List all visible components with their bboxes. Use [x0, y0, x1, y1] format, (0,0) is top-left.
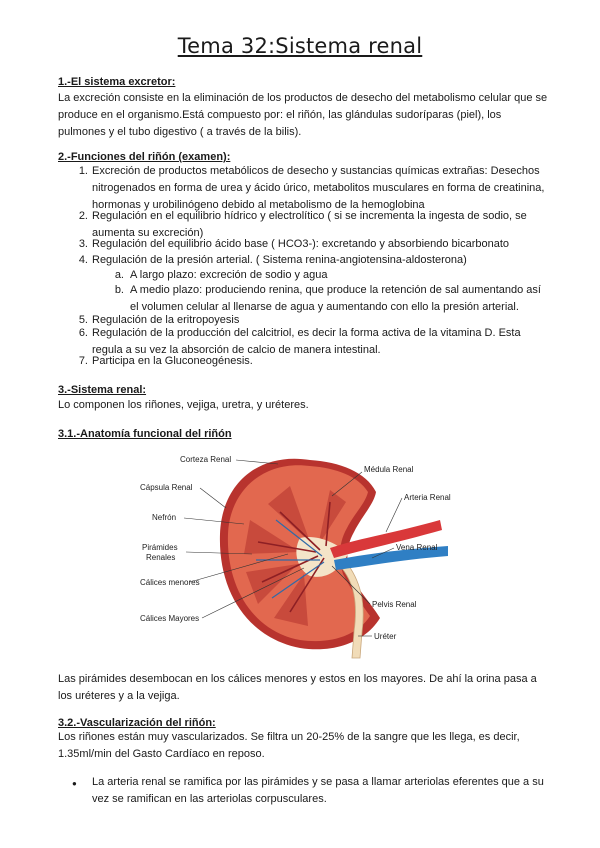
section-3-1-heading: 3.1.-Anatomía funcional del riñón [58, 428, 232, 440]
label-piramides: Pirámides [142, 543, 178, 552]
label-arteria: Arteria Renal [404, 493, 451, 502]
list-number: 2. [78, 210, 88, 222]
label-medula: Médula Renal [364, 465, 414, 474]
list-line: regula a su vez la absorción de calcio de manera intestinal. [92, 344, 381, 356]
list-line: nitrogenados en forma de urea y ácido úrico, metabolitos musculares en forma de creatinina, [92, 182, 545, 194]
list-number: 5. [78, 314, 88, 326]
paragraph-line: pulmones y el tubo digestivo ( a través de la bilis). [58, 126, 302, 138]
list-letter: b. [114, 284, 124, 296]
paragraph-line: Las pirámides desembocan en los cálices menores y estos en los mayores. De ahí la orina pasa a [58, 673, 537, 685]
section-3-1-text [58, 671, 550, 705]
label-ureter: Uréter [374, 632, 397, 641]
list-number: 7. [78, 355, 88, 367]
label-vena: Vena Renal [396, 543, 438, 552]
list-line: La arteria renal se ramifica por las pirámides y se pasa a llamar arteriolas eferentes que a su [92, 776, 544, 788]
label-pelvis: Pelvis Renal [372, 600, 417, 609]
paragraph-line: La excreción consiste en la eliminación de los productos de desecho del metabolismo celular que se [58, 92, 548, 104]
list-line: Regulación de la producción del calcitriol, es decir la forma activa de la vitamina D. Esta [92, 327, 521, 339]
section-3-heading: 3.-Sistema renal: [58, 384, 147, 396]
label-nefron: Nefrón [152, 513, 177, 522]
list-line: Regulación de la eritropoyesis [92, 314, 240, 326]
list-line: hormonas y urobilinógeno debido al metabolismo de la hemoglobina [92, 199, 425, 211]
list-line: A medio plazo: produciendo renina, que produce la retención de sal aumentando así [130, 284, 541, 296]
list-number: 4. [78, 254, 88, 266]
page-title: Tema 32:Sistema renal [177, 34, 423, 58]
kidney-anatomy-diagram [140, 442, 460, 662]
list-line: Excreción de productos metabólicos de desecho y sustancias químicas extrañas: Desechos [92, 165, 540, 177]
section-3-2-heading: 3.2.-Vascularización del riñón: [58, 717, 216, 729]
list-line: aumenta su excreción) [92, 227, 204, 239]
label-calices-menores: Cálices menores [140, 578, 200, 587]
label-capsula: Cápsula Renal [140, 483, 193, 492]
bullet-dot-icon: ● [72, 779, 77, 788]
list-line: Participa en la Gluconeogénesis. [92, 355, 253, 367]
label-corteza: Corteza Renal [180, 455, 232, 464]
section-3-text: Lo componen los riñones, vejiga, uretra, y uréteres. [58, 399, 309, 411]
label-renales: Renales [146, 553, 176, 562]
section-3-2-paragraph [58, 729, 550, 763]
paragraph-line: produce en el organismo.Está compuesto por: el riñón, las glándulas sudoríparas (piel), los [58, 109, 502, 121]
section-1-heading: 1.-El sistema excretor: [58, 76, 176, 88]
paragraph-line: los uréteres y a la vejiga. [58, 690, 180, 702]
list-line: el volumen celular al llenarse de agua y aumentando con ello la presión arterial. [130, 301, 519, 313]
list-letter: a. [114, 269, 124, 281]
section-1-paragraph [58, 90, 550, 141]
list-number: 1. [78, 165, 88, 177]
list-number: 6. [78, 327, 88, 339]
section-2-heading: 2.-Funciones del riñón (examen): [58, 151, 231, 163]
label-calices-mayores: Cálices Mayores [140, 614, 200, 623]
list-line: Regulación en el equilibrio hídrico y electrolítico ( si se incrementa la ingesta de sodio, se [92, 210, 527, 222]
list-number: 3. [78, 238, 88, 250]
paragraph-line: Los riñones están muy vascularizados. Se filtra un 20-25% de la sangre que les llega, es decir, [58, 731, 520, 743]
list-line: vez se ramifican en las arteriolas corpusculares. [92, 793, 327, 805]
list-line: Regulación del equilibrio ácido base ( HCO3-): excretando y absorbiendo bicarbonato [92, 238, 510, 250]
list-line: A largo plazo: excreción de sodio y agua [130, 269, 328, 281]
list-line: Regulación de la presión arterial. ( Sistema renina-angiotensina-aldosterona) [92, 254, 467, 266]
paragraph-line: 1.35ml/min del Gasto Cardíaco en reposo. [58, 748, 265, 760]
